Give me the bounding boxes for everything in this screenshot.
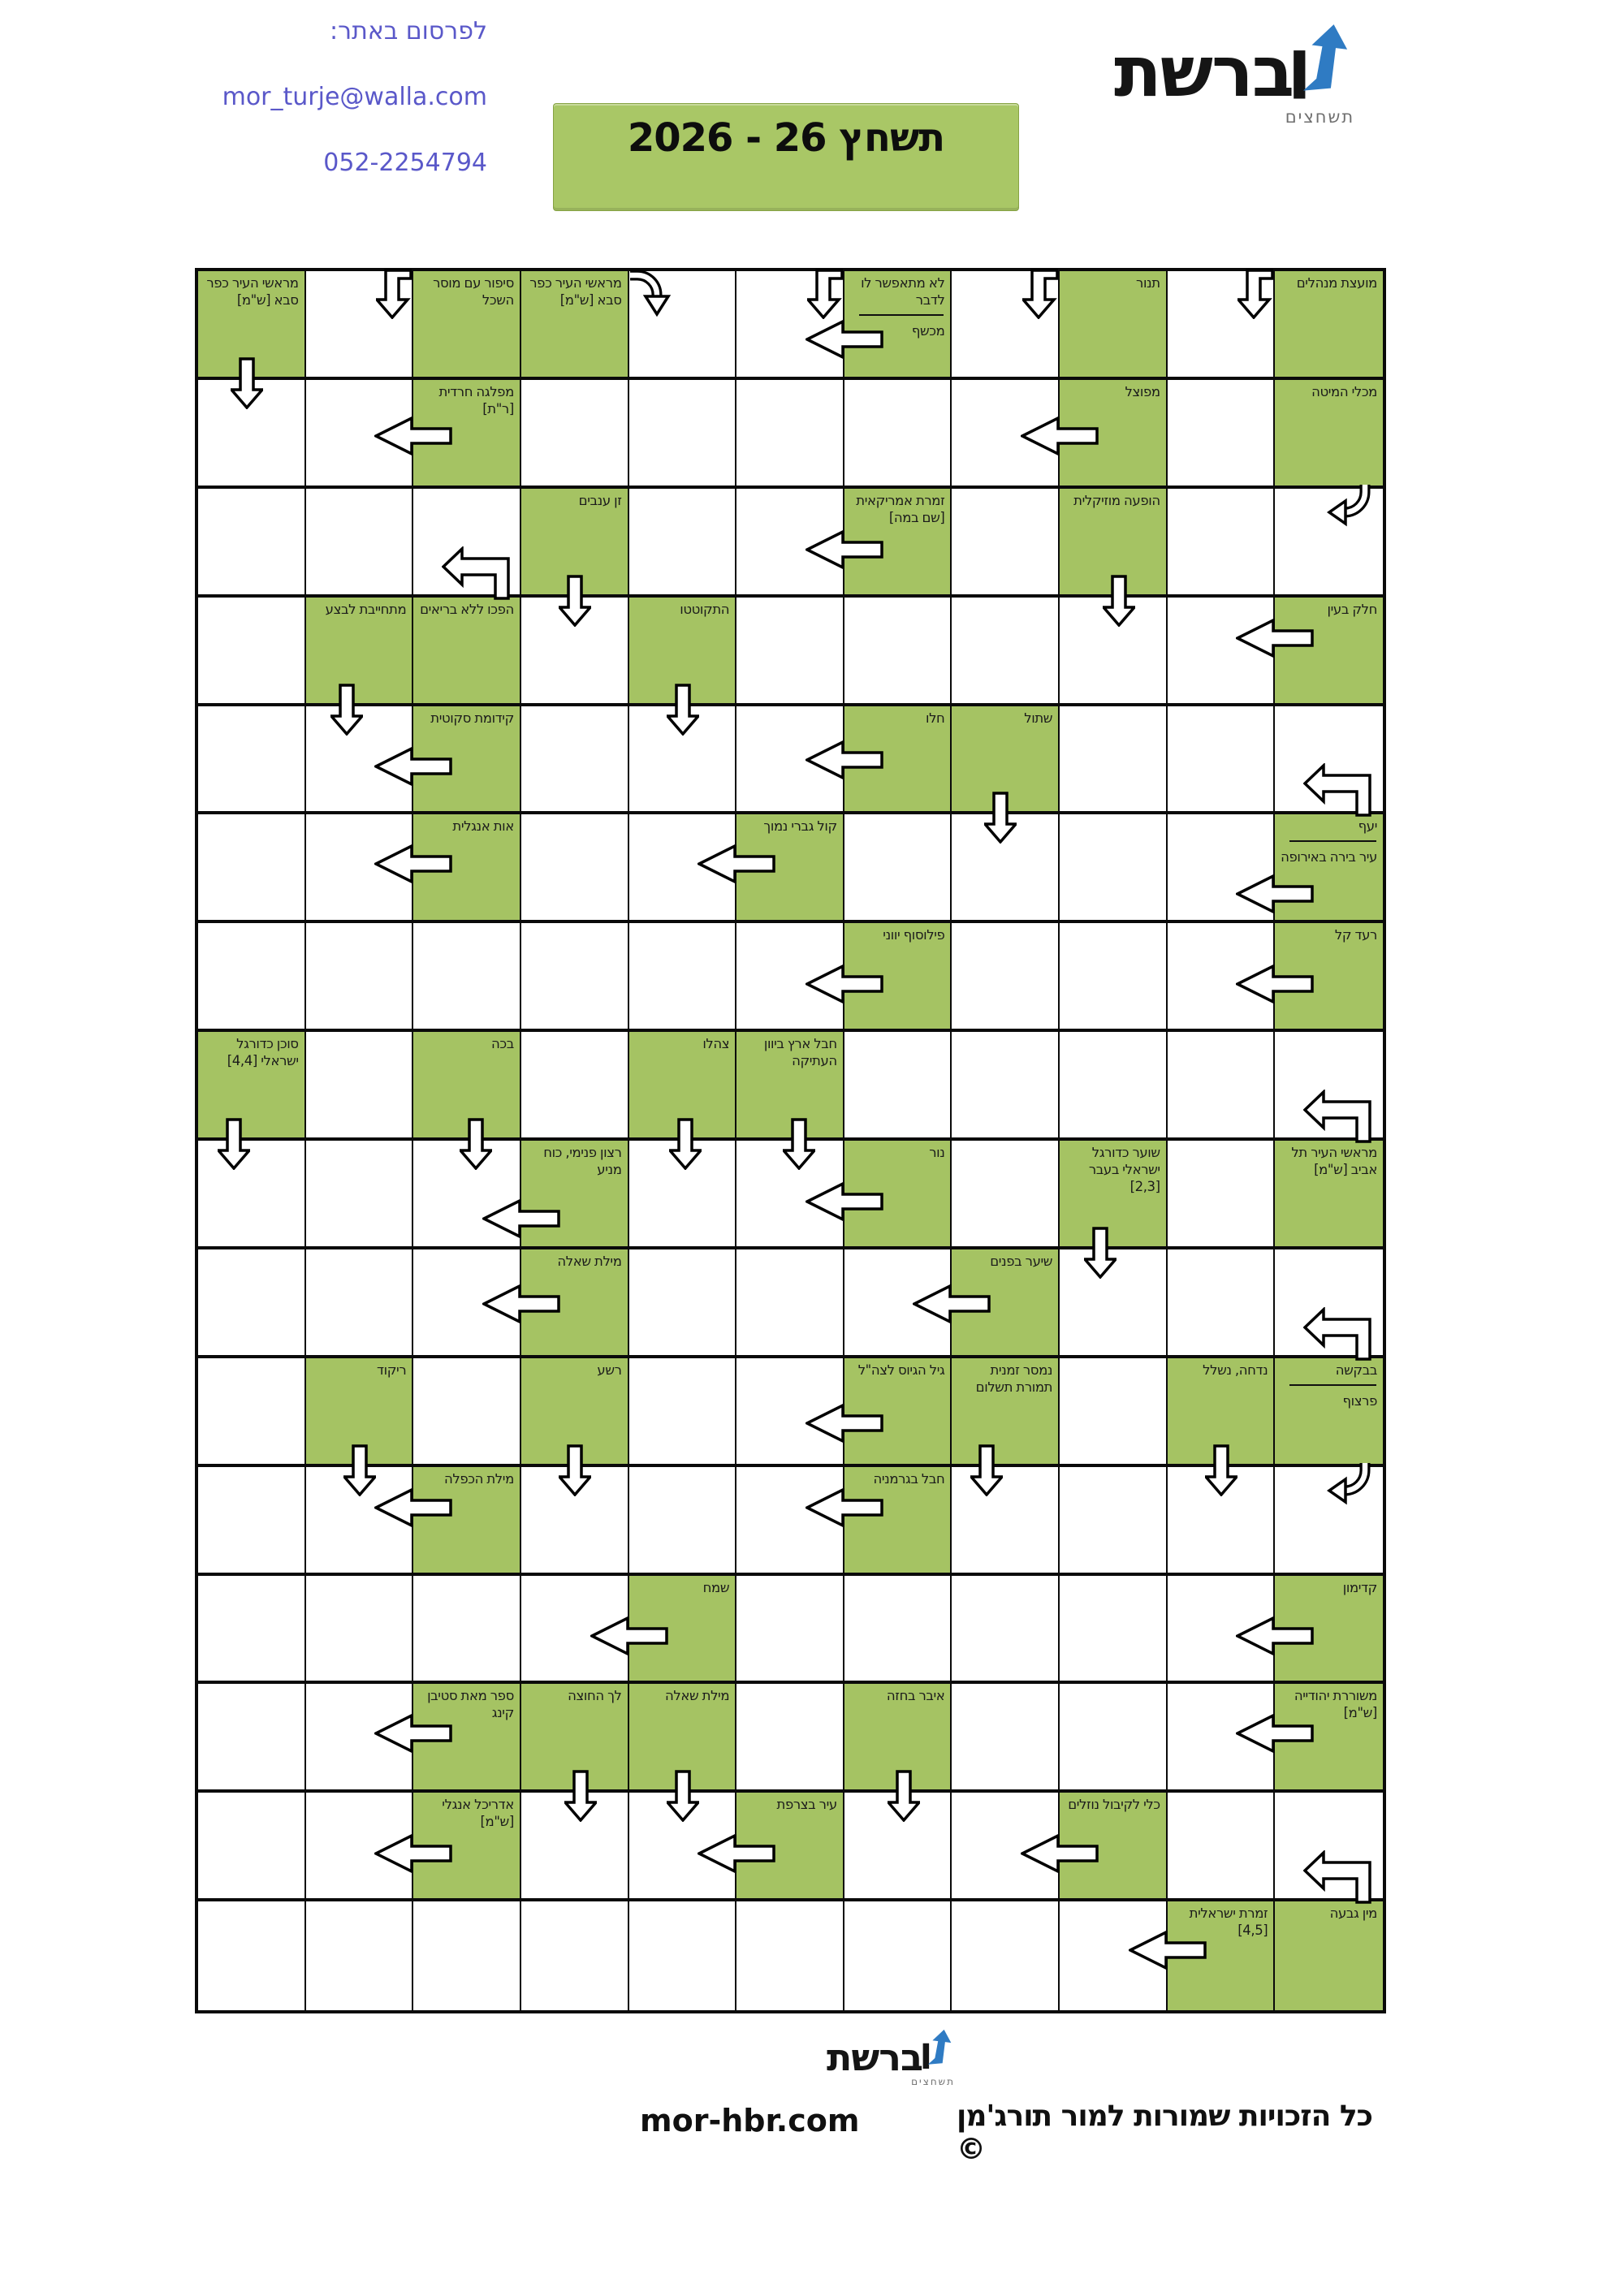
answer-cell[interactable] — [1168, 1793, 1276, 1901]
clue-cell — [1275, 271, 1383, 380]
puzzle-title: תשחץ 26 - 2026 — [627, 115, 945, 161]
answer-cell[interactable] — [198, 1249, 306, 1358]
answer-cell[interactable] — [306, 489, 414, 598]
clue-cell — [521, 489, 629, 598]
puzzle-title-box — [553, 103, 1019, 211]
clue-text: בבקשה — [1335, 1362, 1377, 1378]
answer-cell[interactable] — [521, 923, 629, 1032]
answer-cell[interactable] — [952, 380, 1060, 489]
answer-cell[interactable] — [952, 1793, 1060, 1901]
clue-cell — [844, 1358, 952, 1467]
answer-cell[interactable] — [521, 1793, 629, 1901]
clue-cell — [413, 1032, 521, 1141]
answer-cell[interactable] — [1060, 923, 1168, 1032]
answer-cell[interactable] — [413, 923, 521, 1032]
answer-cell[interactable] — [1168, 380, 1276, 489]
answer-cell[interactable] — [1275, 706, 1383, 815]
answer-cell[interactable] — [1060, 814, 1168, 923]
clue-text: זמרת אמריקאית [שם במה] — [856, 492, 945, 525]
answer-cell[interactable] — [306, 1467, 414, 1576]
answer-cell[interactable] — [198, 1901, 306, 2010]
contact-phone: 052-2254794 — [323, 149, 487, 177]
clue-text: קידומת סקוטית — [430, 710, 514, 726]
clue-cell — [521, 1141, 629, 1249]
clue-cell — [844, 1684, 952, 1793]
answer-cell[interactable] — [1168, 1684, 1276, 1793]
answer-cell[interactable] — [952, 814, 1060, 923]
clue-cell — [844, 1141, 952, 1249]
answer-cell[interactable] — [306, 1576, 414, 1685]
answer-cell[interactable] — [1168, 1467, 1276, 1576]
answer-cell[interactable] — [413, 1576, 521, 1685]
clue-text: נדחה, נשלל — [1203, 1362, 1268, 1378]
answer-cell[interactable] — [306, 1684, 414, 1793]
answer-cell[interactable] — [1168, 1032, 1276, 1141]
clue-text: שתול — [1024, 710, 1053, 726]
answer-cell[interactable] — [844, 1249, 952, 1358]
answer-cell[interactable] — [198, 1576, 306, 1685]
answer-cell[interactable] — [198, 1793, 306, 1901]
clue-text: מראשי העיר כפר סבא [ש"מ] — [206, 275, 299, 308]
clue-text: אות אנגלית — [452, 818, 514, 835]
answer-cell[interactable] — [198, 923, 306, 1032]
contact-block — [203, 18, 487, 215]
clue-text: קדימון — [1342, 1579, 1377, 1595]
clue-cell — [952, 1249, 1060, 1358]
answer-cell[interactable] — [1060, 1032, 1168, 1141]
answer-cell[interactable] — [736, 923, 844, 1032]
answer-cell[interactable] — [629, 489, 737, 598]
answer-cell[interactable] — [1168, 271, 1276, 380]
clue-cell — [1060, 1793, 1168, 1901]
answer-cell[interactable] — [1168, 598, 1276, 706]
clue-text: משוררת יהודייה [ש"מ] — [1294, 1688, 1377, 1721]
answer-cell[interactable] — [198, 1358, 306, 1467]
clue-text: גיל הגיוס לצה"ל — [857, 1362, 945, 1378]
clue-text: איבר בחזה — [886, 1688, 945, 1704]
clue-text: מפלגה חרדית [ר"ת] — [438, 383, 514, 416]
answer-cell[interactable] — [413, 489, 521, 598]
answer-cell[interactable] — [736, 1576, 844, 1685]
answer-cell[interactable] — [629, 1358, 737, 1467]
answer-cell[interactable] — [736, 489, 844, 598]
clue-cell — [844, 271, 952, 380]
clue-cell — [1060, 271, 1168, 380]
clue-cell — [844, 706, 952, 815]
answer-cell[interactable] — [952, 271, 1060, 380]
answer-cell[interactable] — [306, 923, 414, 1032]
answer-cell[interactable] — [629, 1793, 737, 1901]
clue-text: מילת שאלה — [557, 1253, 622, 1269]
clue-text: נור — [929, 1145, 945, 1160]
answer-cell[interactable] — [952, 489, 1060, 598]
clue-cell — [736, 1032, 844, 1141]
answer-cell[interactable] — [306, 1032, 414, 1141]
answer-cell[interactable] — [629, 1467, 737, 1576]
answer-cell[interactable] — [198, 706, 306, 815]
answer-cell[interactable] — [413, 1249, 521, 1358]
clue-text: מילת שאלה — [665, 1688, 730, 1704]
answer-cell[interactable] — [1060, 1249, 1168, 1358]
clue-text: מראשי העיר כפר סבא [ש"מ] — [529, 275, 622, 308]
clue-cell — [629, 1032, 737, 1141]
answer-cell[interactable] — [736, 1684, 844, 1793]
answer-cell[interactable] — [952, 1901, 1060, 2010]
clue-text: רצון פנימי, כוח מניע — [543, 1145, 622, 1177]
clue-text: מין גבעה — [1329, 1905, 1377, 1922]
answer-cell[interactable] — [629, 271, 737, 380]
answer-cell[interactable] — [1168, 1141, 1276, 1249]
clue-text: נמסר זמנית תמורת תשלום — [975, 1362, 1053, 1395]
clue-cell — [844, 489, 952, 598]
clue-cell — [629, 598, 737, 706]
crossword-grid — [195, 268, 1386, 2013]
answer-cell[interactable] — [952, 1141, 1060, 1249]
answer-cell[interactable] — [306, 1793, 414, 1901]
answer-cell[interactable] — [952, 1467, 1060, 1576]
answer-cell[interactable] — [629, 706, 737, 815]
answer-cell[interactable] — [521, 598, 629, 706]
clue-text-secondary: עיר בירה באירופה — [1281, 849, 1377, 865]
clue-text: מועצת מנהלים — [1296, 275, 1377, 291]
answer-cell[interactable] — [952, 1576, 1060, 1685]
clue-text: חלק בעין — [1327, 601, 1377, 617]
answer-cell[interactable] — [736, 380, 844, 489]
answer-cell[interactable] — [952, 923, 1060, 1032]
clue-cell — [952, 1358, 1060, 1467]
clue-cell — [1060, 1141, 1168, 1249]
answer-cell[interactable] — [844, 1576, 952, 1685]
answer-cell[interactable] — [1275, 1249, 1383, 1358]
logo-tagline: תשחצים — [911, 2076, 956, 2087]
clue-cell — [1275, 923, 1383, 1032]
clue-text: מראשי העיר תל אביב [ש"מ] — [1291, 1145, 1377, 1177]
answer-cell[interactable] — [736, 1901, 844, 2010]
clue-cell — [1168, 1901, 1276, 2010]
copyright-text: כל הזכויות שמורות למור תורג'מן © — [957, 2100, 1373, 2166]
clue-cell — [413, 598, 521, 706]
clue-text: לך החוצה — [568, 1688, 622, 1704]
clue-cell — [1275, 1901, 1383, 2010]
clue-text: ריקוד — [377, 1362, 407, 1378]
answer-cell[interactable] — [736, 1467, 844, 1576]
clue-text: סוכן כדורגל ישראלי [4,4] — [227, 1036, 299, 1069]
clue-text: שמח — [702, 1579, 730, 1595]
clue-text: שוער כדורגל ישראלי בעבר [2,3] — [1088, 1145, 1160, 1194]
clue-cell — [521, 1249, 629, 1358]
clue-cell — [844, 1467, 952, 1576]
clue-divider — [1289, 840, 1376, 842]
answer-cell[interactable] — [521, 706, 629, 815]
answer-cell[interactable] — [306, 380, 414, 489]
clue-text: חבל בגרמניה — [873, 1470, 945, 1487]
clue-cell — [521, 1358, 629, 1467]
clue-cell — [629, 1684, 737, 1793]
answer-cell[interactable] — [1275, 489, 1383, 598]
clue-text-secondary: פרצוף — [1342, 1392, 1377, 1409]
answer-cell[interactable] — [629, 380, 737, 489]
clue-cell — [1275, 1141, 1383, 1249]
answer-cell[interactable] — [736, 1249, 844, 1358]
clue-cell — [413, 814, 521, 923]
clue-cell — [413, 1684, 521, 1793]
clue-cell — [198, 1032, 306, 1141]
clue-cell — [413, 1467, 521, 1576]
clue-text: חלו — [925, 710, 945, 726]
clue-text: מתחייבת לבצע — [325, 601, 407, 617]
answer-cell[interactable] — [198, 1684, 306, 1793]
answer-cell[interactable] — [1060, 1467, 1168, 1576]
answer-cell[interactable] — [306, 814, 414, 923]
answer-cell[interactable] — [629, 1141, 737, 1249]
logo-name: ברשת — [1114, 31, 1294, 113]
answer-cell[interactable] — [1275, 1467, 1383, 1576]
answer-cell[interactable] — [198, 1141, 306, 1249]
logo-name: ברשת — [827, 2035, 923, 2079]
answer-cell[interactable] — [736, 1141, 844, 1249]
clue-text: מכלי המיטה — [1311, 383, 1377, 399]
answer-cell[interactable] — [736, 271, 844, 380]
clue-cell — [1168, 1358, 1276, 1467]
clue-text: קול גברי נמוך — [763, 818, 837, 835]
clue-text: פילוסוף יווני — [883, 927, 945, 943]
answer-cell[interactable] — [844, 814, 952, 923]
logo-tagline: תשחצים — [1285, 107, 1355, 127]
clue-text: יעף — [1358, 818, 1377, 835]
answer-cell[interactable] — [1060, 1901, 1168, 2010]
logo-arrow-icon — [1293, 21, 1354, 99]
clue-text: רשע — [597, 1362, 622, 1378]
clue-cell — [521, 271, 629, 380]
clue-text: זן ענבים — [578, 492, 622, 508]
answer-cell[interactable] — [521, 380, 629, 489]
contact-email: mor_turje@walla.com — [222, 83, 487, 111]
clue-cell — [1275, 1684, 1383, 1793]
clue-text: לא מתאפשר לו לדבר — [861, 275, 945, 308]
answer-cell[interactable] — [198, 380, 306, 489]
clue-text: עיר בצרפת — [776, 1797, 837, 1813]
site-logo-header — [1114, 21, 1354, 127]
clue-text: תנור — [1136, 275, 1160, 291]
clue-text-secondary: מכשף — [911, 322, 945, 339]
clue-text: הופעה מוזיקלית — [1073, 492, 1160, 508]
clue-text: אדריכל אנגלי [ש"מ] — [442, 1797, 514, 1830]
answer-cell[interactable] — [198, 814, 306, 923]
answer-cell[interactable] — [952, 1684, 1060, 1793]
answer-cell[interactable] — [1168, 489, 1276, 598]
clue-text: חבל ארץ ביוון העתיקה — [763, 1036, 837, 1069]
answer-cell[interactable] — [413, 1358, 521, 1467]
answer-cell[interactable] — [1168, 706, 1276, 815]
answer-cell[interactable] — [521, 1576, 629, 1685]
answer-cell[interactable] — [736, 1358, 844, 1467]
answer-cell[interactable] — [736, 706, 844, 815]
clue-cell — [1060, 380, 1168, 489]
clue-text: ספר מאת סטיבן קינג — [427, 1688, 514, 1721]
clue-cell — [1060, 489, 1168, 598]
answer-cell[interactable] — [844, 380, 952, 489]
answer-cell[interactable] — [629, 1249, 737, 1358]
clue-cell — [844, 923, 952, 1032]
clue-text: מפוצל — [1125, 383, 1160, 399]
answer-cell[interactable] — [629, 1901, 737, 2010]
answer-cell[interactable] — [1168, 814, 1276, 923]
answer-cell[interactable] — [1060, 1358, 1168, 1467]
clue-cell — [1275, 1576, 1383, 1685]
clue-cell — [413, 1793, 521, 1901]
website-url: mor-hbr.com — [640, 2103, 860, 2138]
answer-cell[interactable] — [629, 814, 737, 923]
answer-cell[interactable] — [521, 814, 629, 923]
answer-cell[interactable] — [1168, 923, 1276, 1032]
answer-cell[interactable] — [1060, 598, 1168, 706]
answer-cell[interactable] — [413, 1901, 521, 2010]
clue-text: בכה — [491, 1036, 514, 1052]
clue-cell — [413, 706, 521, 815]
answer-cell[interactable] — [413, 1141, 521, 1249]
answer-cell[interactable] — [1060, 706, 1168, 815]
site-logo-footer — [827, 2027, 955, 2087]
answer-cell[interactable] — [306, 1249, 414, 1358]
clue-cell — [306, 598, 414, 706]
clue-cell — [1275, 380, 1383, 489]
answer-cell[interactable] — [844, 1032, 952, 1141]
clue-cell — [306, 1358, 414, 1467]
answer-cell[interactable] — [952, 598, 1060, 706]
clue-text: צהלו — [702, 1036, 730, 1052]
logo-arrow-icon — [922, 2027, 955, 2069]
clue-text: רעד קל — [1334, 927, 1377, 943]
clue-text: התקוטטו — [680, 601, 730, 617]
clue-cell — [1275, 598, 1383, 706]
clue-text: זמרת ישראלית [4,5] — [1189, 1905, 1268, 1939]
clue-cell — [736, 1793, 844, 1901]
promo-label: לפרסום באתר: — [330, 17, 487, 45]
clue-cell — [198, 271, 306, 380]
answer-cell[interactable] — [306, 706, 414, 815]
answer-cell[interactable] — [844, 1793, 952, 1901]
answer-cell[interactable] — [1275, 1793, 1383, 1901]
clue-text: כלי לקיבול נוזלים — [1068, 1797, 1160, 1813]
answer-cell[interactable] — [844, 598, 952, 706]
clue-cell — [413, 380, 521, 489]
answer-cell[interactable] — [306, 1141, 414, 1249]
answer-cell[interactable] — [1168, 1576, 1276, 1685]
answer-cell[interactable] — [521, 1467, 629, 1576]
answer-cell[interactable] — [198, 598, 306, 706]
clue-divider — [859, 314, 944, 316]
answer-cell[interactable] — [521, 1901, 629, 2010]
clue-cell — [1275, 814, 1383, 923]
answer-cell[interactable] — [521, 1032, 629, 1141]
answer-cell[interactable] — [1060, 1684, 1168, 1793]
answer-cell[interactable] — [1060, 1576, 1168, 1685]
answer-cell[interactable] — [844, 1901, 952, 2010]
clue-cell — [952, 706, 1060, 815]
clue-cell — [736, 814, 844, 923]
clue-divider — [1289, 1384, 1376, 1386]
clue-cell — [1275, 1358, 1383, 1467]
answer-cell[interactable] — [736, 598, 844, 706]
clue-text: מילת הכפלה — [444, 1470, 514, 1487]
answer-cell[interactable] — [306, 271, 414, 380]
clue-text: סיפור עם מוסר השכל — [433, 275, 514, 308]
answer-cell[interactable] — [1275, 1032, 1383, 1141]
clue-cell — [521, 1684, 629, 1793]
clue-text: שיער בפנים — [990, 1253, 1053, 1269]
answer-cell[interactable] — [1168, 1249, 1276, 1358]
clue-text: הפכו ללא בריאים — [420, 601, 514, 617]
answer-cell[interactable] — [306, 1901, 414, 2010]
answer-cell[interactable] — [952, 1032, 1060, 1141]
answer-cell[interactable] — [198, 489, 306, 598]
clue-cell — [413, 271, 521, 380]
answer-cell[interactable] — [629, 923, 737, 1032]
clue-cell — [629, 1576, 737, 1685]
answer-cell[interactable] — [198, 1467, 306, 1576]
